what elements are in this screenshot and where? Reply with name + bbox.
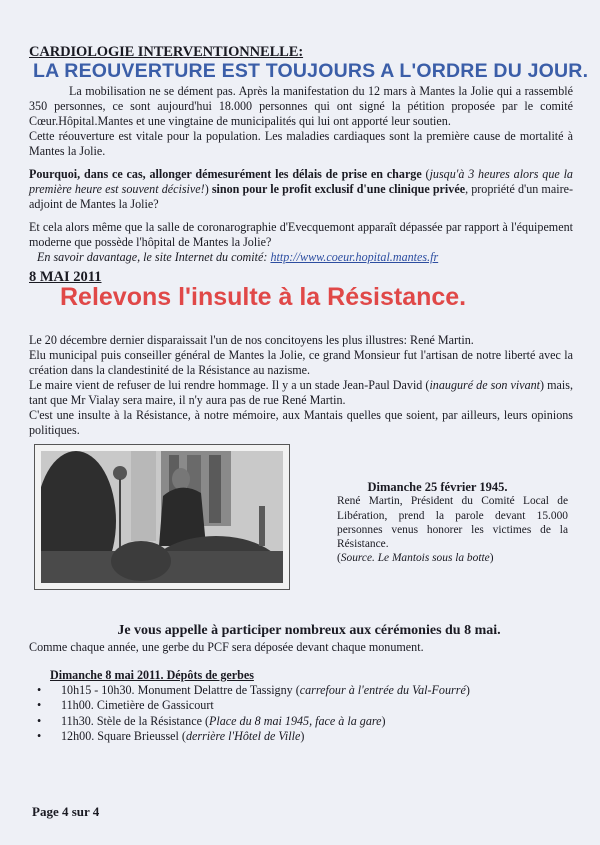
more-info-line (29, 250, 573, 265)
maire-text-b: ) mais, tant que Mr Vialay sera maire, il n'y aura pas de rue René Martin. (29, 378, 573, 407)
pourquoi-bold-1: Pourquoi, dans ce cas, allonger démesurément les délais de prise en charge (29, 167, 422, 181)
schedule-item-text: 10h15 - 10h30. Monument Delattre de Tassigny (61, 683, 296, 697)
photo-illustration (41, 451, 283, 583)
schedule-item-text: 11h00. Cimetière de Gassicourt (61, 698, 214, 713)
paragraph-rene-martin: Le 20 décembre dernier disparaissait l'un de nos concitoyens les plus illustres: René Martin. (29, 333, 474, 347)
maire-italic: inauguré de son vivant (429, 378, 541, 392)
paragraph-pourquoi: Pourquoi, dans ce cas, allonger démesurément les délais de prise en charge (jusqu'à 3 heures alors que la première heure est souvent décisive!) sinon pour le profit exclusif d'une clinique privée, propriété d'un maire-adjoint de Mantes la Jolie? (29, 167, 573, 211)
schedule-title: Dimanche 8 mai 2011. Dépôts de gerbes (50, 668, 254, 682)
schedule-item-text: 12h00. Square Brieussel (61, 729, 182, 744)
paragraph-maire (29, 378, 573, 408)
schedule-list (37, 683, 470, 745)
committee-website-link[interactable]: http://www.coeur.hopital.mantes.fr (270, 250, 439, 264)
schedule-item-text: 11h30. Stèle de la Résistance (61, 713, 205, 728)
ceremony-call: Je vous appelle à participer nombreux aux cérémonies du 8 mai. (117, 623, 501, 638)
schedule-item-note: carrefour à l'entrée du Val-Fourré (299, 683, 466, 697)
section1-body (29, 84, 573, 265)
schedule-item: • 12h00. Square Brieussel (derrière l'Hôtel de Ville) (37, 729, 305, 744)
more-info-label: En savoir davantage, le site Internet du comité: (37, 250, 268, 264)
photo-caption: Dimanche 25 février 1945. René Martin, Président du Comité Local de Libération, prend la parole devant 15.000 personnes venus honorer les victimes de la Résistance. (Source. Le Mantois sous la botte) (337, 480, 568, 566)
headline-resistance: Relevons l'insulte à la Résistance. (60, 283, 467, 311)
pourquoi-italic: jusqu'à 3 heures alors que la première heure est souvent décisive! (29, 167, 573, 196)
schedule-item-note: derrière l'Hôtel de Ville (185, 729, 301, 744)
schedule-item: • 11h30. Stèle de la Résistance (Place du 8 mai 1945, face à la gare) (37, 713, 386, 728)
bullet-icon: • (37, 729, 42, 744)
historical-photo-frame (34, 444, 290, 590)
photo-caption-text: René Martin, Président du Comité Local de Libération, prend la parole devant 15.000 personnes venus honorer les victimes de la Résistance. (337, 495, 568, 551)
paragraph-mobilisation: La mobilisation ne se dément pas. Après la manifestation du 12 mars à Mantes la Jolie qui a rassemblé 350 personnes, ce sont aujourd'hui 18.000 personnes qui ont signé la pétition proposée par le comité Cœur.Hôpital.Mantes et une vingtaine de municipalités qui lui ont apporté leur soutien. (29, 84, 573, 128)
bullet-icon: • (37, 713, 42, 728)
photo-caption-source: Source. Le Mantois sous la botte (340, 552, 490, 565)
pourquoi-bold-2: sinon pour le profit exclusif d'une clinique privée (211, 182, 466, 196)
maire-text-a: Le maire vient de refuser de lui rendre hommage. Il y a un stade Jean-Paul David ( (29, 378, 430, 392)
schedule-item (37, 698, 470, 713)
page-number: Page 4 sur 4 (32, 804, 100, 819)
schedule-item-note: Place du 8 mai 1945, face à la gare (209, 713, 382, 728)
bullet-icon: • (37, 683, 42, 697)
paragraph-elu: Elu municipal puis conseiller général de Mantes la Jolie, ce grand Monsieur fut l'artisan de notre liberté avec la création dans la clandestinité de la Résistance au nazisme. (29, 348, 573, 377)
paragraph-insulte: C'est une insulte à la Résistance, à notre mémoire, aux Mantais quelles que soient, par ailleurs, leurs opinions politiques. (29, 408, 573, 437)
section2-body (29, 333, 573, 438)
pourquoi-end: , propriété d'un maire-adjoint de Mantes la Jolie? (29, 182, 573, 211)
section-kicker-cardiologie: CARDIOLOGIE INTERVENTIONNELLE: (29, 44, 304, 60)
paragraph-evecquemont: Et cela alors même que la salle de coronarographie d'Evecquemont apparaît dépassée par rapport à l'équipement moderne que possède l'hôpital de Mantes la Jolie? (29, 220, 573, 249)
bullet-icon: • (37, 698, 42, 713)
paragraph-vitale: Cette réouverture est vitale pour la population. Les maladies cardiaques sont la première cause de mortalité à Mantes la Jolie. (29, 129, 573, 158)
section-kicker-8-mai: 8 MAI 2011 (29, 269, 102, 285)
historical-photo (41, 451, 283, 583)
headline-reouverture: LA REOUVERTURE EST TOUJOURS A L'ORDRE DU JOUR. (33, 60, 589, 82)
schedule-item: • 10h15 - 10h30. Monument Delattre de Tassigny (carrefour à l'entrée du Val-Fourré) (37, 683, 470, 697)
photo-caption-title: Dimanche 25 février 1945. (367, 480, 508, 494)
ceremony-subtitle: Comme chaque année, une gerbe du PCF sera déposée devant chaque monument. (29, 640, 424, 654)
